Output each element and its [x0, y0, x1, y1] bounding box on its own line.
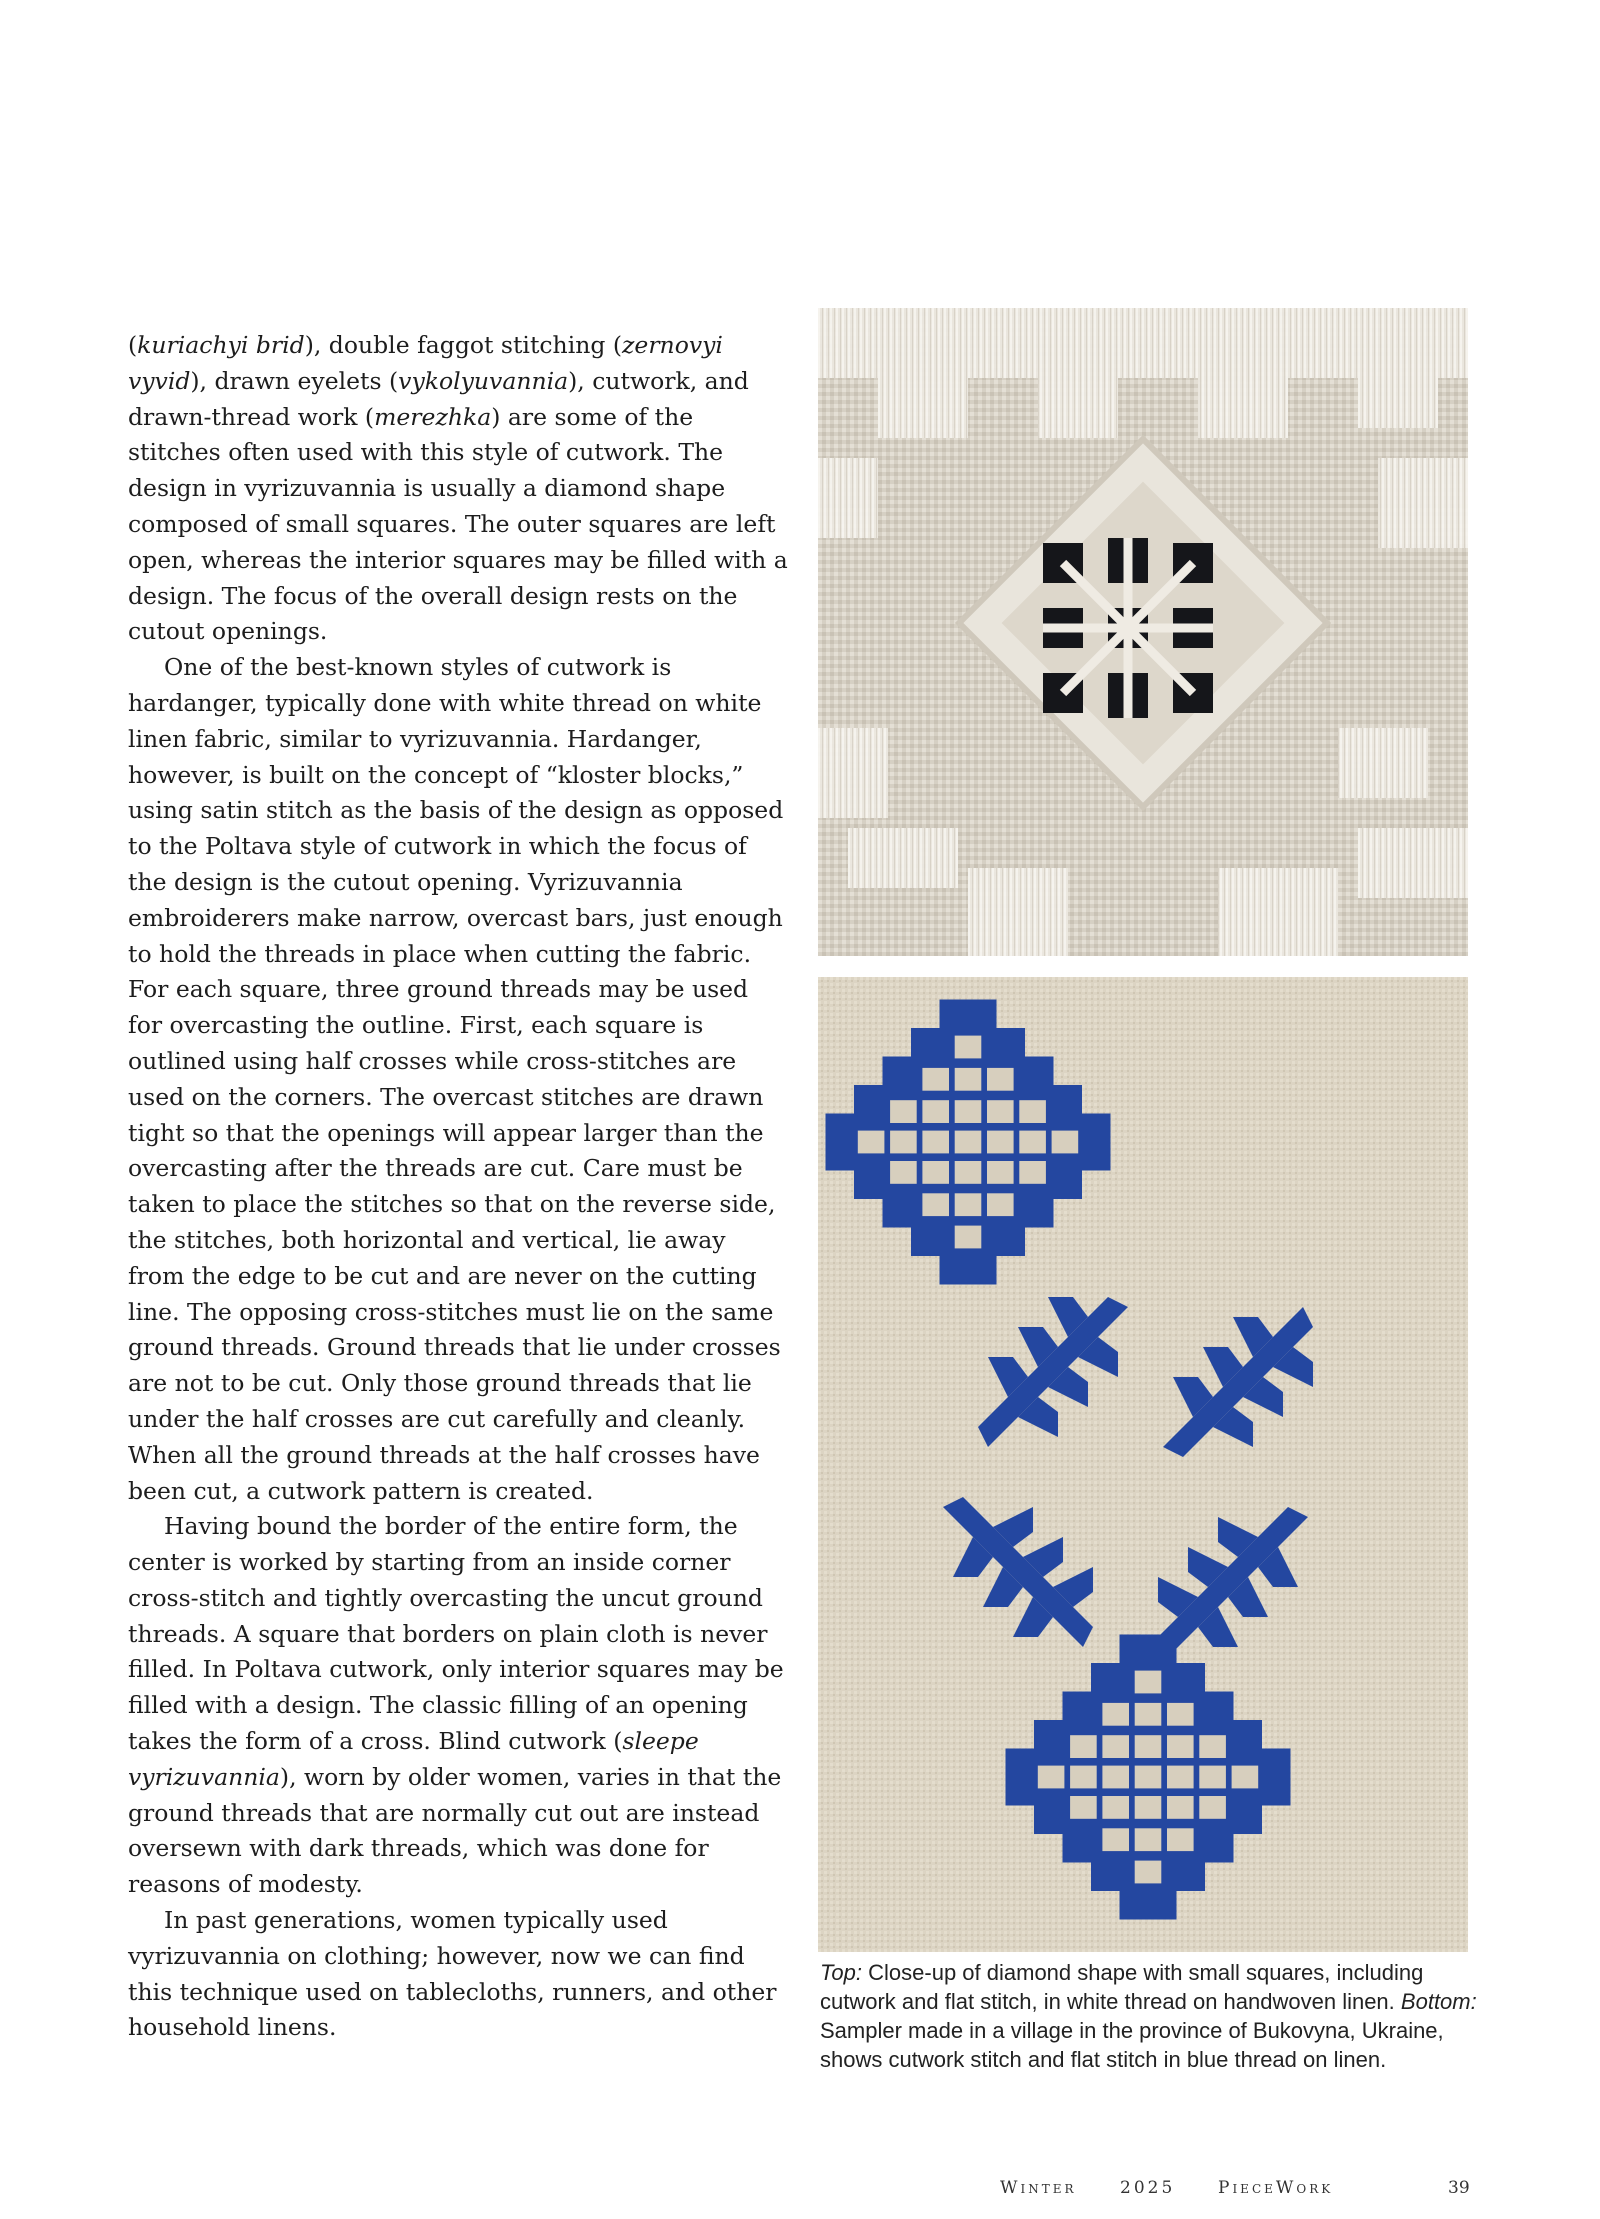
term-kuriachyi-brid: kuriachyi brid	[137, 331, 305, 359]
photo-blue-sampler	[818, 977, 1468, 1952]
white-cutwork-illustration	[818, 308, 1468, 956]
term-vykolyuvannia: vykolyuvannia	[398, 366, 569, 395]
term-merezhka: merezhka	[374, 402, 492, 431]
article-body	[128, 328, 788, 2046]
caption-top-label: Top:	[820, 1960, 863, 1985]
photo-white-cutwork	[818, 308, 1468, 956]
footer-magazine: PieceWork	[1218, 2178, 1334, 2198]
blue-sampler-illustration	[818, 977, 1468, 1952]
footer-year: 2025	[1120, 2178, 1176, 2198]
caption-top-text: Close-up of diamond shape with small squares, including cutwork and flat stitch, in white thread on handwoven linen.	[820, 1960, 1424, 2014]
term-zernovyi-vyvid: zernovyi vyvid	[128, 331, 723, 395]
caption-bottom-label: Bottom:	[1400, 1989, 1477, 2014]
paragraph-3: Having bound the border of the entire form, the center is worked by starting from an inside corner cross-stitch and tightly overcasting the uncut ground threads. A square that borders on plain cloth is never filled. In Poltava cutwork, only interior squares may be filled with a design. The classic filling of an opening takes the form of a cross. Blind cutwork (sleepe vyrizuvannia), worn by older women, varies in that the ground threads that are normally cut out are instead oversewn with dark threads, which was done for reasons of modesty.	[128, 1512, 784, 1899]
photo-caption	[820, 1958, 1480, 2074]
page-number: 39	[1448, 2178, 1470, 2198]
paragraph-4: In past generations, women typically used vyrizuvannia on clothing; however, now we can find this technique used on tablecloths, runners, and other household linens.	[128, 1906, 777, 2042]
page-footer	[990, 2178, 1470, 2206]
paragraph-1: (kuriachyi brid), double faggot stitching (zernovyi vyvid), drawn eyelets (vykolyuvannia), cutwork, and drawn-thread work (merezhka) are some of the stitches often used with this style of cutwork. The design in vyrizuvannia is usually a diamond shape composed of small squares. The outer squares are left open, whereas the interior squares may be filled with a design. The focus of the overall design rests on the cutout openings.	[128, 331, 788, 646]
term-sleepe-vyrizuvannia: sleepe vyrizuvannia	[128, 1727, 699, 1791]
paragraph-2: One of the best-known styles of cutwork is hardanger, typically done with white thread on white linen fabric, similar to vyrizuvannia. Hardanger, however, is built on the concept of “kloster blocks,” using satin stitch as the basis of the design as opposed to the Poltava style of cutwork in which the focus of the design is the cutout opening. Vyrizuvannia embroiderers make narrow, overcast bars, just enough to hold the threads in place when cutting the fabric. For each square, three ground threads may be used for overcasting the outline. First, each square is outlined using half crosses while cross-stitches are used on the corners. The overcast stitches are drawn tight so that the openings will appear larger than the overcasting after the threads are cut. Care must be taken to place the stitches so that on the reverse side, the stitches, both horizontal and vertical, lie away from the edge to be cut and are never on the cutting line. The opposing cross-stitches must lie on the same ground threads. Ground threads that lie under crosses are not to be cut. Only those ground threads that lie under the half crosses are cut carefully and cleanly. When all the ground threads at the half crosses have been cut, a cutwork pattern is created.	[128, 653, 784, 1505]
caption-bottom-text: Sampler made in a village in the province of Bukovyna, Ukraine, shows cutwork stitch and flat stitch in blue thread on linen.	[820, 2018, 1444, 2072]
footer-season: Winter	[1000, 2178, 1077, 2198]
